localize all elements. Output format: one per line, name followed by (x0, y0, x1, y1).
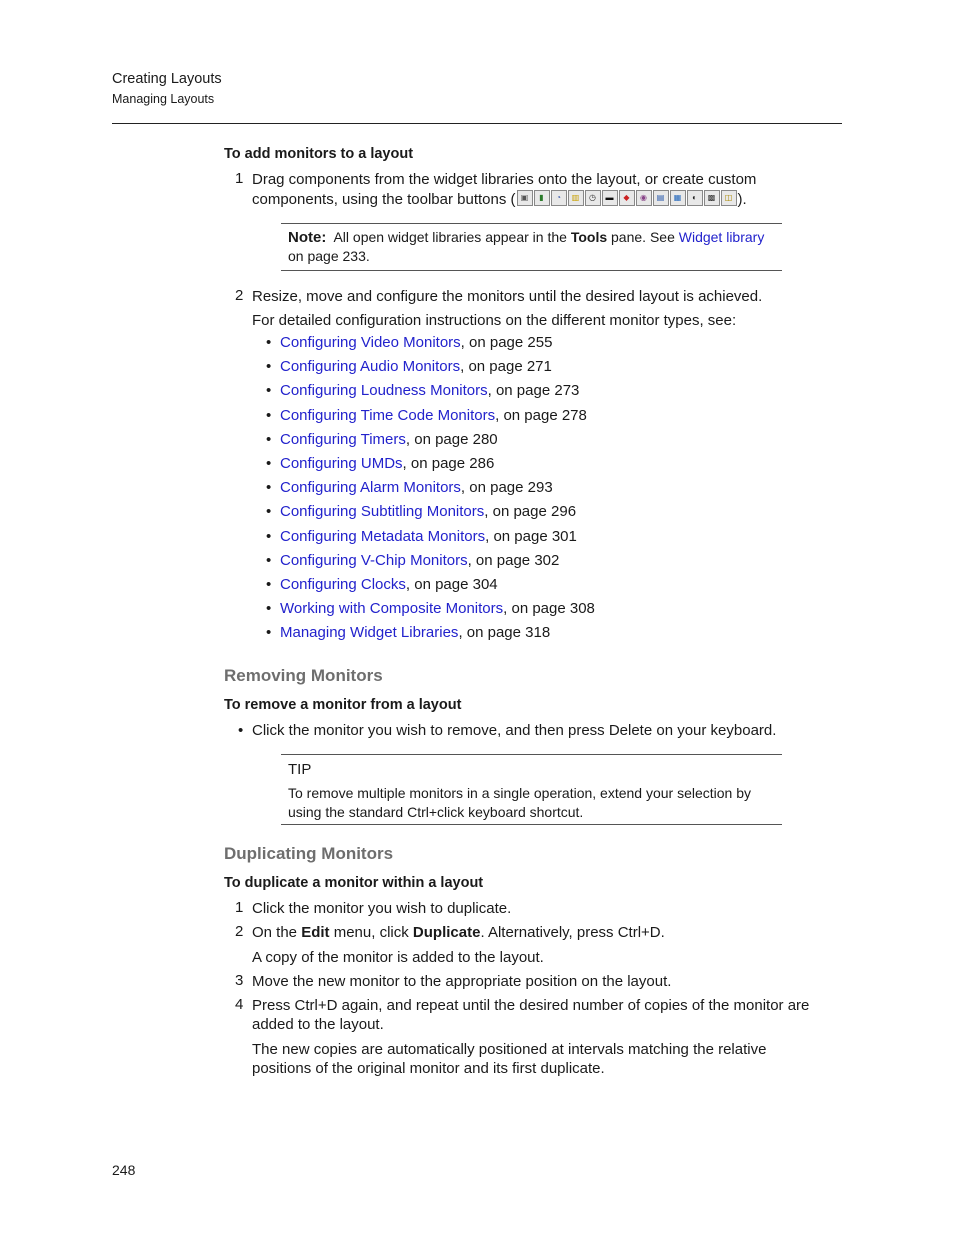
step-text-part: ). (737, 191, 747, 208)
clock-icon[interactable]: ◐ (687, 190, 703, 206)
alarm-monitor-icon[interactable]: ◆ (619, 190, 635, 206)
bullet-marker: • (266, 382, 272, 400)
reference-list-item (266, 406, 595, 430)
composite-monitor-icon[interactable]: ▩ (704, 190, 720, 206)
running-header-section: Managing Layouts (112, 92, 215, 106)
reference-list-item (266, 333, 595, 357)
bullet-marker: • (266, 575, 272, 593)
video-monitor-icon[interactable]: ▣ (517, 190, 533, 206)
bullet-marker: • (266, 551, 272, 569)
reference-list-item (266, 551, 595, 575)
reference-page: , on page 273 (487, 382, 580, 400)
reference-list-item (266, 381, 595, 405)
bullet-marker: • (266, 503, 272, 521)
reference-page: , on page 255 (460, 334, 553, 351)
reference-list-item (266, 478, 595, 502)
step-text: Resize, move and configure the monitors until the desired layout is achieved. (252, 288, 763, 305)
note-label: Note: (288, 229, 327, 246)
step-text-toolbar-line (252, 190, 747, 209)
reference-link[interactable]: Working with Composite Monitors (280, 600, 504, 618)
reference-list-item (266, 430, 595, 454)
widget-library-icon[interactable]: ◫ (721, 190, 737, 206)
tip-text-line: To remove multiple monitors in a single operation, extend your selection by (288, 785, 752, 801)
step-text-part: menu, click (333, 924, 409, 941)
subtitling-monitor-icon[interactable]: ◉ (636, 190, 652, 206)
timecode-monitor-icon[interactable]: ▥ (568, 190, 584, 206)
reference-list-item (266, 357, 595, 381)
duplicate-command-name: Duplicate (412, 924, 481, 941)
section-heading-removing: Removing Monitors (224, 666, 383, 685)
bullet-marker: • (266, 334, 272, 351)
bullet-marker: • (266, 624, 272, 642)
tip-text (288, 784, 751, 821)
reference-link[interactable]: Configuring Subtitling Monitors (280, 503, 485, 521)
procedure-title-remove-monitor: To remove a monitor from a layout (224, 697, 462, 713)
metadata-monitor-icon[interactable]: ▤ (653, 190, 669, 206)
bullet-marker: • (266, 406, 272, 424)
tip-text-line: using the standard Ctrl+click keyboard shortcut. (288, 803, 584, 820)
timer-icon[interactable]: ◷ (585, 190, 601, 206)
step-text-part: components, using the toolbar buttons ( (252, 191, 516, 208)
reference-page: , on page 304 (405, 575, 498, 593)
audio-monitor-icon[interactable]: ▮ (534, 190, 550, 206)
reference-list-item (266, 527, 595, 551)
step-text: added to the layout. (252, 1016, 384, 1033)
reference-link[interactable]: Configuring V-Chip Monitors (280, 551, 468, 569)
bullet-marker: • (266, 600, 272, 618)
reference-link[interactable]: Configuring Timers (280, 430, 406, 448)
bullet-marker: • (266, 479, 272, 497)
monitor-config-reference-list (266, 333, 595, 647)
note-bold-word: Tools (570, 229, 608, 245)
reference-link[interactable]: Configuring Metadata Monitors (280, 527, 486, 545)
reference-page: , on page 301 (485, 527, 577, 545)
loudness-monitor-icon[interactable]: ◔ (551, 190, 567, 206)
step-text-part: On the (252, 924, 298, 941)
step-text: Drag components from the widget libraries onto the layout, or create custom (252, 171, 757, 188)
step-text-part: . Alternatively, press Ctrl+D. (480, 924, 665, 941)
reference-page: , on page 286 (402, 454, 495, 472)
step-number: 3 (235, 972, 244, 989)
reference-page: , on page 293 (460, 479, 553, 497)
bullet-marker: • (266, 527, 272, 545)
note-text-part: on page 233. (288, 248, 370, 264)
reference-list-item (266, 599, 595, 623)
reference-link[interactable]: Configuring Loudness Monitors (280, 382, 488, 400)
reference-page: , on page 278 (495, 406, 587, 424)
vchip-monitor-icon[interactable]: ▦ (670, 190, 686, 206)
step-number: 4 (235, 996, 244, 1013)
procedure-title-add-monitors: To add monitors to a layout (224, 146, 414, 162)
step-followup-text: The new copies are automatically positioned at intervals matching the relative (252, 1041, 767, 1058)
step-text: Move the new monitor to the appropriate position on the layout. (252, 973, 672, 990)
reference-page: , on page 308 (503, 600, 595, 618)
bullet-text: Click the monitor you wish to remove, and then press Delete on your keyboard. (252, 722, 777, 739)
step-followup-text: For detailed configuration instructions on the different monitor types, see: (252, 312, 737, 329)
reference-link[interactable]: Configuring Audio Monitors (280, 358, 461, 376)
tip-box (281, 754, 782, 825)
running-header-chapter: Creating Layouts (112, 71, 222, 87)
note-text-part: All open widget libraries appear in the (333, 229, 567, 245)
reference-list-item (266, 454, 595, 478)
step-number: 2 (235, 923, 244, 940)
page-number: 248 (112, 1162, 136, 1178)
widget-library-link[interactable]: Widget library (678, 229, 765, 245)
reference-page: , on page 296 (484, 503, 577, 521)
step-followup-text: positions of the original monitor and its first duplicate. (252, 1060, 605, 1077)
step-followup-text: A copy of the monitor is added to the layout. (252, 949, 544, 966)
reference-link[interactable]: Configuring Clocks (280, 575, 406, 593)
step-number: 1 (235, 899, 244, 916)
bullet-marker: • (238, 722, 244, 739)
reference-list-item (266, 502, 595, 526)
step-number: 2 (235, 287, 244, 304)
header-divider (112, 123, 842, 124)
bullet-marker: • (266, 358, 272, 376)
reference-list-item (266, 575, 595, 599)
note-box (281, 223, 782, 271)
reference-page: , on page 280 (405, 430, 498, 448)
reference-link[interactable]: Managing Widget Libraries (280, 624, 459, 642)
note-text (281, 224, 782, 270)
tip-label: TIP (288, 761, 312, 778)
procedure-title-duplicate-monitor: To duplicate a monitor within a layout (224, 875, 484, 891)
reference-link[interactable]: Configuring Alarm Monitors (280, 479, 461, 497)
reference-link[interactable]: Configuring UMDs (280, 454, 403, 472)
step-number: 1 (235, 170, 244, 187)
umd-icon[interactable]: ▬ (602, 190, 618, 206)
widget-toolbar-buttons (517, 190, 737, 206)
reference-link[interactable]: Configuring Video Monitors (280, 334, 461, 351)
reference-page: , on page 318 (458, 624, 551, 642)
step-text: Press Ctrl+D again, and repeat until the desired number of copies of the monitor are (252, 997, 810, 1014)
reference-list-item (266, 623, 595, 647)
reference-page: , on page 302 (467, 551, 560, 569)
bullet-marker: • (266, 454, 272, 472)
reference-link[interactable]: Configuring Time Code Monitors (280, 406, 496, 424)
section-heading-duplicating: Duplicating Monitors (224, 844, 394, 863)
bullet-marker: • (266, 430, 272, 448)
step-text: Click the monitor you wish to duplicate. (252, 900, 512, 917)
edit-menu-name: Edit (301, 924, 330, 941)
note-text-part: pane. See (611, 229, 675, 245)
step-text (252, 923, 665, 942)
reference-page: , on page 271 (460, 358, 552, 376)
